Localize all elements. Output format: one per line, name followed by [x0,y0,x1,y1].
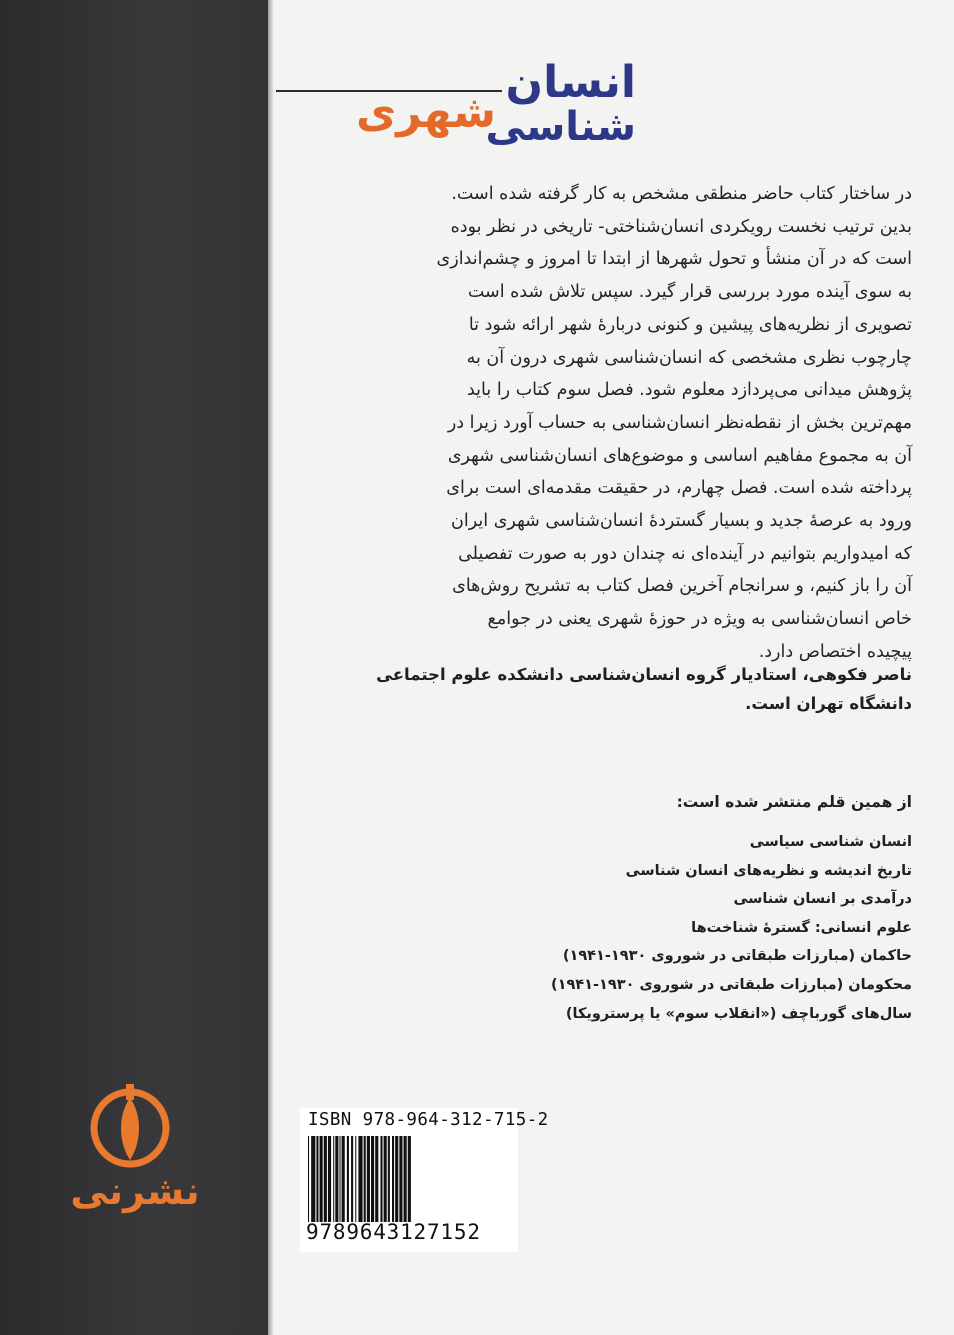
barcode-bar [320,1136,323,1222]
book-title: حاکمان (مبارزات طبقاتی در شوروی ۱۹۳۰-۱۹۴۱) [562,948,912,965]
book-title: تاریخ اندیشه و نظریه‌های انسان شناسی [625,862,912,879]
barcode-bar [364,1136,366,1222]
barcode-bar [404,1136,407,1222]
title-line-2: شناسی [485,104,636,150]
book-title: درآمدی بر انسان شناسی [733,891,912,908]
book-title: محکومان (مبارزات طبقاتی در شوروی ۱۹۳۰-۱۹۴۱) [550,976,912,993]
blurb-line: پیچیده اختصاص دارد. [758,641,912,662]
other-books-list [318,828,912,1028]
barcode-bar [347,1136,349,1222]
barcode-bar [388,1136,390,1222]
blurb-line: آن به مجموع مفاهیم اساسی و موضوع‌های انسان‌شناسی شهری [447,445,912,466]
also-by-heading: از همین قلم منتشر شده است: [676,793,912,811]
barcode-icon [306,1136,512,1222]
spine-shadow [268,0,274,1335]
isbn-label: ISBN 978-964-312-715-2 [308,1110,549,1130]
barcode-bar [333,1136,334,1222]
barcode-bar [384,1136,387,1222]
book-title: علوم انسانی: گسترهٔ شناخت‌ها [691,919,912,936]
barcode-bar [408,1136,411,1222]
barcode-bar [367,1136,370,1222]
author-line: ناصر فکوهی، استادیار گروه انسان‌شناسی دانشکده علوم اجتماعی [376,665,912,684]
barcode-bar [351,1136,353,1222]
barcode-bar [324,1136,327,1222]
blurb-line: به سوی آینده مورد بررسی قرار گیرد. سپس تلاش شده است [467,282,912,303]
blurb-line: که امیدواریم بتوانیم در آینده‌ای نه چندان دور به صورت تفصیلی [458,543,912,564]
blurb-line: بدین ترتیب نخست رویکردی انسان‌شناختی- تاریخی در نظر بوده [450,216,912,237]
blurb-line: در ساختار کتاب حاضر منطقی مشخص به کار گرفته شده است. [451,184,912,204]
barcode-bar [399,1136,402,1222]
back-cover-blurb [318,178,912,669]
blurb-line: پژوهش میدانی می‌پردازد معلوم شود. فصل سوم کتاب را باید [467,380,912,401]
barcode-bar [342,1136,345,1222]
blurb-line: خاص انسان‌شناسی به ویژه در حوزهٔ شهری یعنی در جوامع [487,609,912,630]
barcode-bar [308,1136,309,1222]
blurb-line: است که در آن منشأ و تحول شهرها از ابتدا تا امروز و چشم‌اندازی [436,249,912,270]
barcode-bar [311,1136,315,1222]
barcode-bar [395,1136,398,1222]
author-line: دانشگاه تهران است. [745,694,912,713]
title-line-1: انسان [505,57,636,108]
barcode-bar [335,1136,338,1222]
barcode-bar [375,1136,378,1222]
barcode-bar [380,1136,382,1222]
author-bio [318,660,912,718]
book-title: سال‌های گورباچف («انقلاب سوم» یا پرسترویکا) [565,1005,912,1022]
title-line-3: شهری [355,87,496,138]
barcode-bar [340,1136,341,1222]
barcode-bar [358,1136,362,1222]
book-title: انسان شناسی سیاسی [749,834,912,850]
blurb-line: پرداخته شده است. فصل چهارم، در حقیقت مقدمه‌ای است برای [446,478,912,499]
blurb-line: ورود به عرصهٔ جدید و بسیار گستردهٔ انسان‌شناسی شهری ایران [451,511,912,532]
barcode-bar [316,1136,318,1222]
barcode-bar [392,1136,394,1222]
barcode-number: 9789643127152 [306,1220,481,1244]
barcode-bar [328,1136,331,1222]
blurb-line: تصویری از نظریه‌های پیشین و کنونی دربارهٔ شهر ارائه شود تا [468,314,912,335]
publisher-name: نشرنی [70,1169,200,1213]
barcode-bar [371,1136,374,1222]
blurb-line: آن را باز کنیم، و سرانجام آخرین فصل کتاب به تشریح روش‌های [452,576,912,597]
blurb-line: چارچوب نظری مشخصی که انسان‌شناسی شهری درون آن به [466,347,912,368]
blurb-line: مهم‌ترین بخش از نقطه‌نظر انسان‌شناسی به حساب آورد زیرا در [447,412,912,433]
barcode-bar [355,1136,356,1222]
